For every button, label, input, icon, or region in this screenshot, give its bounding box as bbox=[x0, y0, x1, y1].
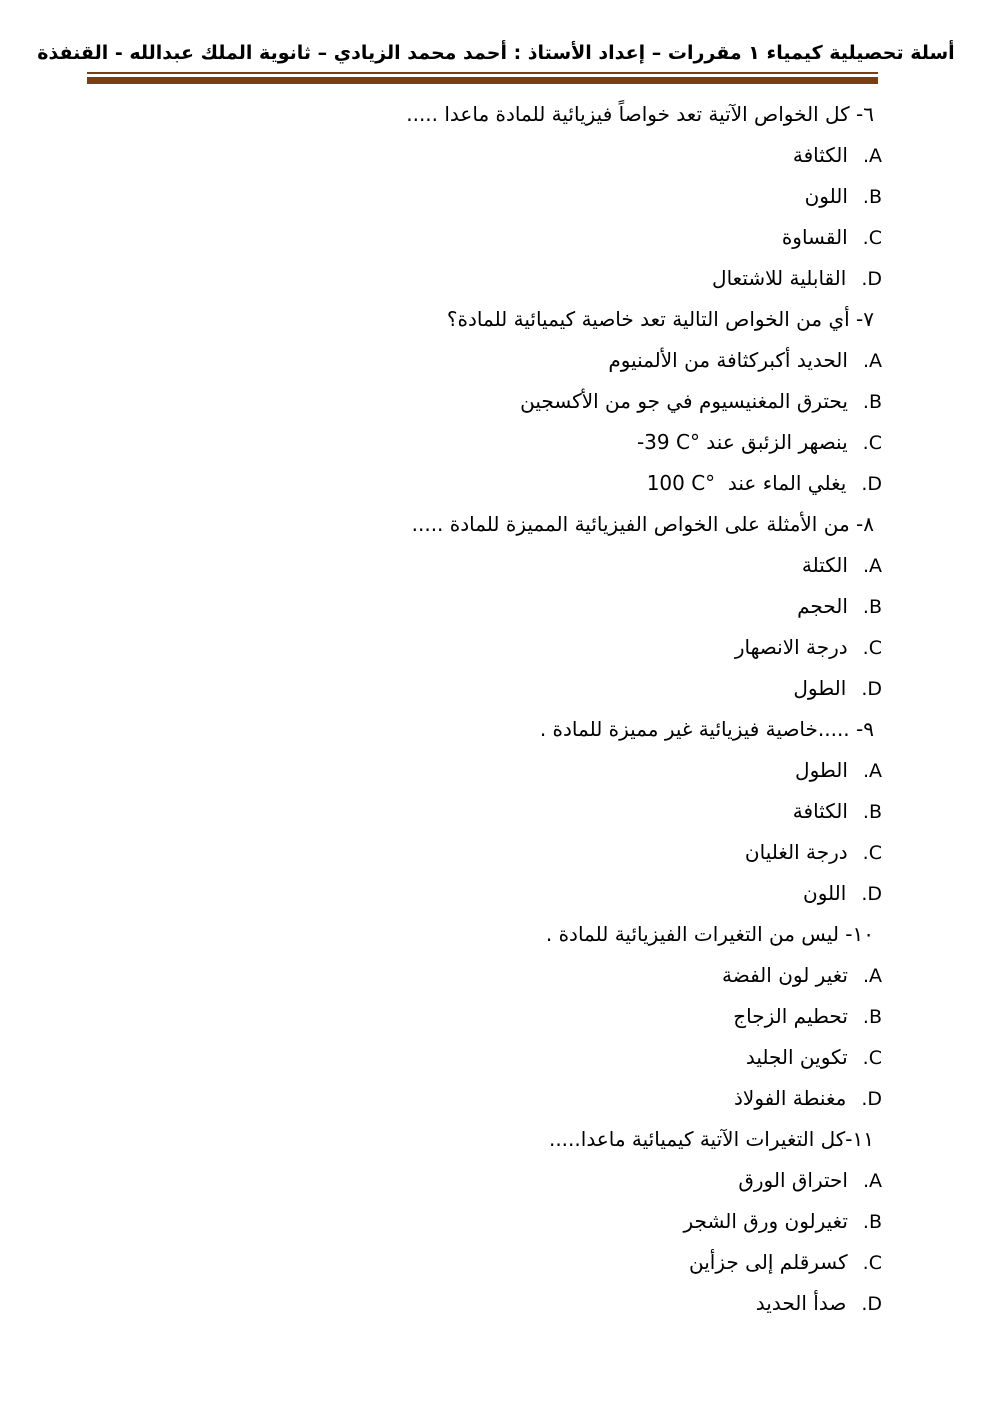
option-marker: B. bbox=[862, 391, 882, 413]
questions-list bbox=[0, 94, 992, 1324]
question-7-option-d bbox=[0, 463, 992, 504]
option-text: ينصهر الزئبق عند ‎-39 C°‎ bbox=[636, 430, 848, 454]
option-marker: A. bbox=[862, 145, 882, 167]
option-text: الكتلة bbox=[801, 553, 848, 577]
option-text: الكثافة bbox=[792, 143, 848, 167]
option-marker: C. bbox=[862, 637, 882, 659]
question-7-option-b bbox=[0, 381, 992, 422]
question-text: ٧- أي من الخواص التالية تعد خاصية كيميائية للمادة؟ bbox=[446, 307, 874, 331]
option-marker: D. bbox=[861, 1088, 882, 1110]
option-marker: C. bbox=[862, 842, 882, 864]
option-text: القابلية للاشتعال bbox=[712, 266, 847, 290]
option-text: درجة الانصهار bbox=[734, 635, 848, 659]
option-text: تغير لون الفضة bbox=[722, 963, 848, 987]
page-header-title: أسلة تحصيلية كيمياء ١ مقررات – إعداد الأستاذ : أحمد محمد الزيادي – ثانوية الملك عبدالله - القنفذة bbox=[37, 42, 955, 64]
question-7-option-c bbox=[0, 422, 992, 463]
question-11-option-b bbox=[0, 1201, 992, 1242]
question-11-option-c bbox=[0, 1242, 992, 1283]
option-text: مغنطة الفولاذ bbox=[734, 1086, 847, 1110]
option-marker: B. bbox=[862, 596, 882, 618]
question-11-option-d bbox=[0, 1283, 992, 1324]
question-9-option-a bbox=[0, 750, 992, 791]
option-text: الطول bbox=[793, 676, 847, 700]
question-9-option-b bbox=[0, 791, 992, 832]
question-text: ١١-كل التغيرات الآتية كيميائية ماعدا..... bbox=[548, 1127, 874, 1151]
option-text: القساوة bbox=[781, 225, 848, 249]
option-marker: B. bbox=[862, 1211, 882, 1233]
option-text: الحديد أكبركثافة من الألمنيوم bbox=[608, 348, 848, 372]
question-10-option-b bbox=[0, 996, 992, 1037]
option-marker: C. bbox=[862, 1047, 882, 1069]
question-6-option-c bbox=[0, 217, 992, 258]
option-text: يغلي الماء عند ‎100 C°‎ bbox=[646, 471, 847, 495]
question-6-option-d bbox=[0, 258, 992, 299]
question-6-option-a bbox=[0, 135, 992, 176]
question-9-option-c bbox=[0, 832, 992, 873]
question-text: ٦- كل الخواص الآتية تعد خواصاً فيزيائية للمادة ماعدا ..... bbox=[406, 102, 874, 126]
question-8 bbox=[0, 504, 992, 545]
option-text: كسرقلم إلى جزأين bbox=[689, 1250, 848, 1274]
question-text: ٩- .....خاصية فيزيائية غير مميزة للمادة . bbox=[539, 717, 874, 741]
header-divider-thick bbox=[87, 77, 878, 84]
question-8-option-c bbox=[0, 627, 992, 668]
question-7-option-a bbox=[0, 340, 992, 381]
option-marker: A. bbox=[862, 555, 882, 577]
header-divider-thin bbox=[87, 72, 878, 74]
option-marker: D. bbox=[861, 473, 882, 495]
option-text: تحطيم الزجاج bbox=[733, 1004, 848, 1028]
question-10 bbox=[0, 914, 992, 955]
option-marker: C. bbox=[862, 432, 882, 454]
question-10-option-a bbox=[0, 955, 992, 996]
option-text: احتراق الورق bbox=[738, 1168, 848, 1192]
option-marker: A. bbox=[862, 1170, 882, 1192]
option-marker: D. bbox=[861, 883, 882, 905]
option-marker: B. bbox=[862, 1006, 882, 1028]
option-text: يحترق المغنيسيوم في جو من الأكسجين bbox=[520, 389, 848, 413]
question-8-option-b bbox=[0, 586, 992, 627]
option-marker: A. bbox=[862, 350, 882, 372]
question-8-option-d bbox=[0, 668, 992, 709]
question-7 bbox=[0, 299, 992, 340]
option-marker: D. bbox=[861, 678, 882, 700]
option-text: الحجم bbox=[797, 594, 848, 618]
option-marker: D. bbox=[861, 268, 882, 290]
option-marker: B. bbox=[862, 186, 882, 208]
option-marker: B. bbox=[862, 801, 882, 823]
option-marker: C. bbox=[862, 1252, 882, 1274]
option-text: اللون bbox=[804, 184, 848, 208]
question-9 bbox=[0, 709, 992, 750]
question-10-option-c bbox=[0, 1037, 992, 1078]
option-marker: A. bbox=[862, 760, 882, 782]
question-text: ٨- من الأمثلة على الخواص الفيزيائية المميزة للمادة ..... bbox=[411, 512, 874, 536]
option-text: درجة الغليان bbox=[744, 840, 848, 864]
option-text: صدأ الحديد bbox=[755, 1291, 847, 1315]
option-text: اللون bbox=[803, 881, 847, 905]
option-text: الكثافة bbox=[792, 799, 848, 823]
question-8-option-a bbox=[0, 545, 992, 586]
question-9-option-d bbox=[0, 873, 992, 914]
question-text: ١٠- ليس من التغيرات الفيزيائية للمادة . bbox=[545, 922, 874, 946]
option-marker: A. bbox=[862, 965, 882, 987]
question-6 bbox=[0, 94, 992, 135]
option-text: تكوين الجليد bbox=[745, 1045, 848, 1069]
question-10-option-d bbox=[0, 1078, 992, 1119]
option-text: الطول bbox=[795, 758, 848, 782]
question-11 bbox=[0, 1119, 992, 1160]
option-marker: D. bbox=[861, 1293, 882, 1315]
question-11-option-a bbox=[0, 1160, 992, 1201]
question-6-option-b bbox=[0, 176, 992, 217]
option-text: تغيرلون ورق الشجر bbox=[683, 1209, 848, 1233]
option-marker: C. bbox=[862, 227, 882, 249]
